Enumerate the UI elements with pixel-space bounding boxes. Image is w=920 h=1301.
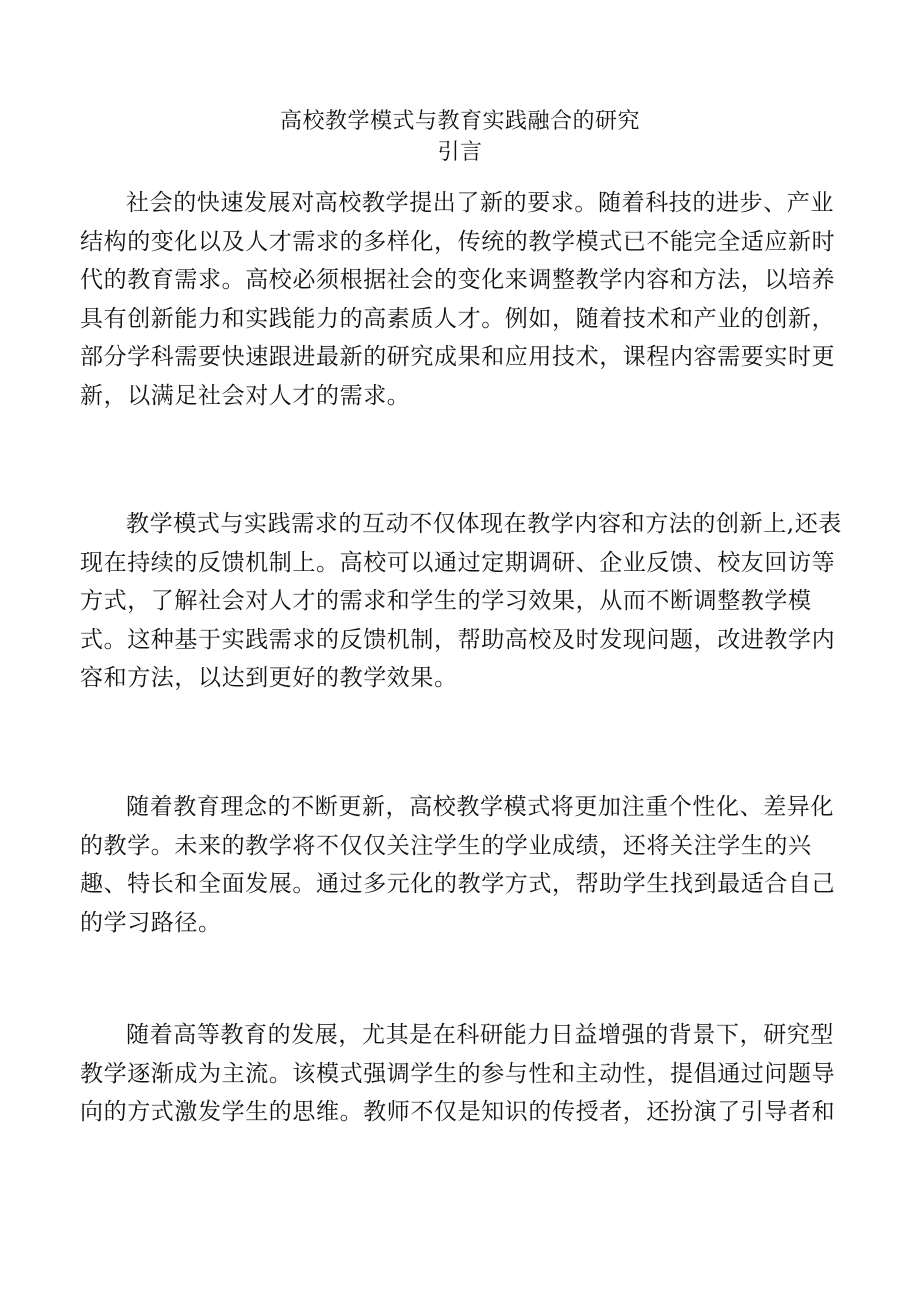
paragraph-line: 社会的快速发展对高校教学提出了新的要求。随着科技的进步、产业 bbox=[126, 190, 834, 216]
paragraph-line: 具有创新能力和实践能力的高素质人才。例如，随着技术和产业的创新， bbox=[80, 305, 836, 332]
paragraph-line: 随着高等教育的发展，尤其是在科研能力日益增强的背景下，研究型 bbox=[126, 1022, 834, 1048]
paragraph-line: 结构的变化以及人才需求的多样化，传统的教学模式已不能完全适应新时 bbox=[80, 228, 836, 255]
paragraph-line: 向的方式激发学生的思维。教师不仅是知识的传授者，还扮演了引导者和 bbox=[80, 1099, 836, 1125]
paragraph-line: 教学逐渐成为主流。该模式强调学生的参与性和主动性，提倡通过问题导 bbox=[80, 1060, 836, 1087]
paragraph-line: 方式，了解社会对人才的需求和学生的学习效果，从而不断调整教学模 bbox=[80, 588, 812, 614]
paragraph-line: 现在持续的反馈机制上。高校可以通过定期调研、企业反馈、校友回访等 bbox=[80, 549, 836, 576]
paragraph-2 bbox=[80, 505, 840, 698]
document-title: 高校教学模式与教育实践融合的研究 bbox=[279, 109, 640, 134]
paragraph-1 bbox=[80, 184, 840, 415]
document-subtitle: 引言 bbox=[437, 140, 483, 165]
paragraph-3 bbox=[80, 788, 840, 942]
paragraph-4 bbox=[80, 1016, 840, 1132]
paragraph-line: 新，以满足社会对人才的需求。 bbox=[80, 382, 411, 409]
paragraph-line: 的学习路径。 bbox=[80, 909, 222, 936]
paragraph-line: 教学模式与实践需求的互动不仅体现在教学内容和方法的创新上,还表 bbox=[126, 511, 842, 537]
paragraph-line: 部分学科需要快速跟进最新的研究成果和应用技术，课程内容需要实时更 bbox=[80, 344, 836, 370]
paragraph-line: 随着教育理念的不断更新，高校教学模式将更加注重个性化、差异化 bbox=[126, 794, 834, 820]
paragraph-line: 容和方法，以达到更好的教学效果。 bbox=[80, 665, 458, 691]
paragraph-line: 式。这种基于实践需求的反馈机制，帮助高校及时发现问题，改进教学内 bbox=[80, 626, 836, 653]
paragraph-line: 的教学。未来的教学将不仅仅关注学生的学业成绩，还将关注学生的兴 bbox=[80, 832, 812, 859]
paragraph-line: 代的教育需求。高校必须根据社会的变化来调整教学内容和方法，以培养 bbox=[80, 267, 836, 293]
paragraph-line: 趣、特长和全面发展。通过多元化的教学方式，帮助学生找到最适合自己 bbox=[80, 871, 836, 897]
